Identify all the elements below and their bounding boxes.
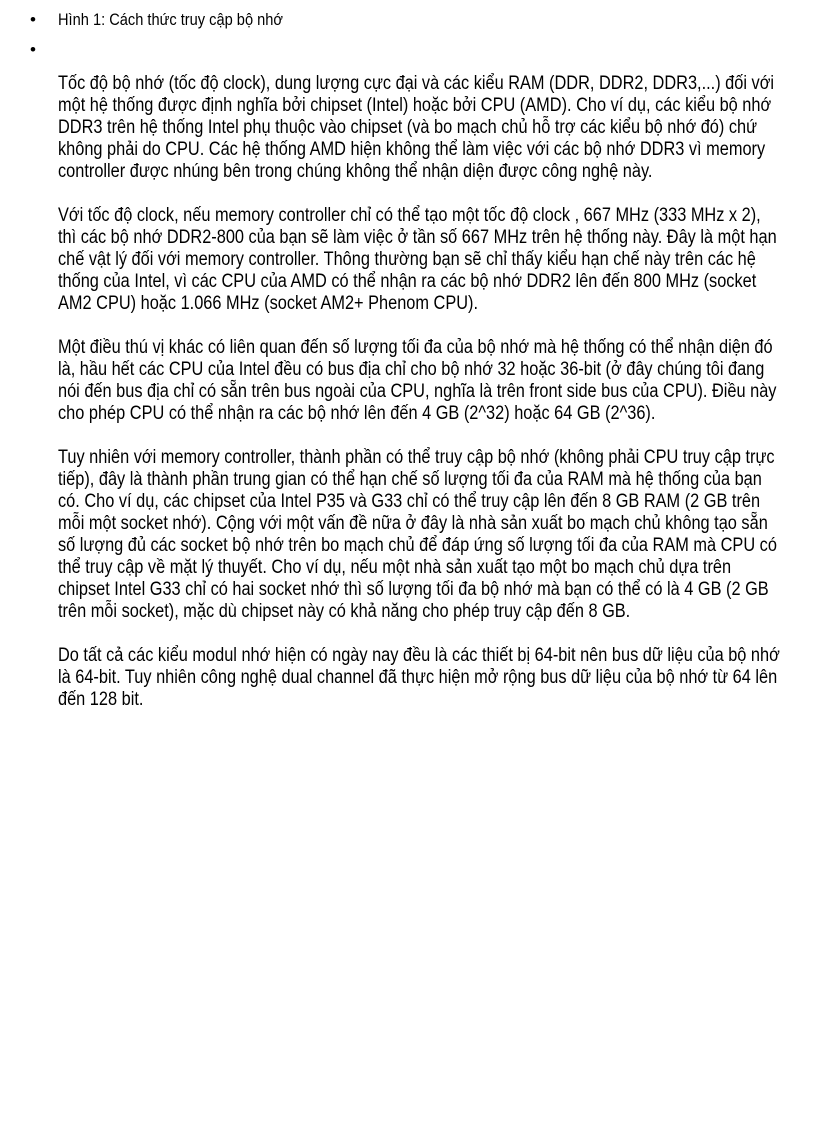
paragraph-address-bus [58,337,777,425]
text-line: đến 128 bit. [58,689,144,710]
text-line: controller được nhúng bên trong chúng không thể nhận diện được công nghệ này. [58,161,653,182]
text-line: tiếp), đây là thành phần trung gian có thể hạn chế số lượng tối đa của RAM mà hệ thống của bạn [58,469,762,490]
bullet-dot: • [30,40,36,59]
text-line: trên mỗi socket), mặc dù chipset này có khả năng cho phép truy cập đến 8 GB. [58,601,631,622]
text-line: số lượng đủ các socket bộ nhớ trên bo mạch chủ để đáp ứng số lượng tối đa của RAM mà CPU có [58,535,777,556]
text-line: thì các bộ nhớ DDR2-800 của bạn sẽ làm việc ở tần số 667 MHz trên hệ thống này. Đây là một hạn [58,227,777,248]
text-line: cho phép CPU có thể nhận ra các bộ nhớ lên đến 4 GB (2^32) hoặc 64 GB (2^36). [58,403,656,424]
paragraph-clock-speed [58,205,777,315]
text-line: Một điều thú vị khác có liên quan đến số lượng tối đa của bộ nhớ mà hệ thống có thể nhận diện đó [58,337,773,358]
paragraph-data-bus [58,645,780,711]
text-line: có. Cho ví dụ, các chipset của Intel P35 và G33 chỉ có thể truy cập lên đến 8 GB RAM (2 GB trên [58,491,761,512]
text-line: chipset Intel G33 chỉ có hai socket nhớ thì số lượng tối đa bộ nhớ mà bạn có thể có là 4 GB (2 GB [58,579,769,600]
text-line: thể truy cập về mặt lý thuyết. Cho ví dụ, nếu một nhà sản xuất tạo một bo mạch chủ dựa trên [58,557,732,578]
figure-caption: Hình 1: Cách thức truy cập bộ nhớ [58,10,283,29]
text-line: không phải do CPU. Các hệ thống AMD hiện không thể làm việc với các bộ nhớ DDR3 vì memory [58,139,766,160]
paragraph-memory-controller-limits [58,447,777,623]
body-text [58,73,780,733]
text-line: Tuy nhiên với memory controller, thành phần có thể truy cập bộ nhớ (không phải CPU truy cập trực [58,447,775,468]
text-line: mỗi một socket nhớ). Cộng với một vấn đề nữa ở đây là nhà sản xuất bo mạch chủ không tạo sẵn [58,513,768,534]
text-line: Do tất cả các kiểu modul nhớ hiện có ngày nay đều là các thiết bị 64-bit nên bus dữ liệu của bộ nhớ [58,645,780,666]
text-line: là, hầu hết các CPU của Intel đều có bus địa chỉ cho bộ nhớ 32 hoặc 36-bit (ở đây chúng tôi đang [58,359,765,380]
text-line: là 64-bit. Tuy nhiên công nghệ dual channel đã thực hiện mở rộng bus dữ liệu của bộ nhớ từ 64 lên [58,667,778,688]
text-line: một hệ thống được định nghĩa bởi chipset (Intel) hoặc bởi CPU (AMD). Cho ví dụ, các kiểu bộ nhớ [58,95,772,116]
text-line: Với tốc độ clock, nếu memory controller chỉ có thể tạo một tốc độ clock , 667 MHz (333 MHz x 2), [58,205,761,226]
text-line: nói đến bus địa chỉ có sẵn trên bus ngoài của CPU, nghĩa là trên front side bus của CPU). Điều này [58,381,777,402]
text-line: DDR3 trên hệ thống Intel phụ thuộc vào chipset (và bo mạch chủ hỗ trợ các kiểu bộ nhớ đó) chứ [58,117,758,138]
paragraph-memory-speed [58,73,775,183]
text-line: chế vật lý đối với memory controller. Thông thường bạn sẽ chỉ thấy kiểu hạn chế này trên các hệ [58,249,756,270]
text-line: Tốc độ bộ nhớ (tốc độ clock), dung lượng cực đại và các kiểu RAM (DDR, DDR2, DDR3,...) đối với [58,73,775,94]
text-line: thống của Intel, vì các CPU của AMD có thể nhận ra các bộ nhớ DDR2 lên đến 800 MHz (socket [58,271,757,292]
text-line: AM2 CPU) hoặc 1.066 MHz (socket AM2+ Phenom CPU). [58,293,479,314]
bullet-dot: • [30,10,36,29]
